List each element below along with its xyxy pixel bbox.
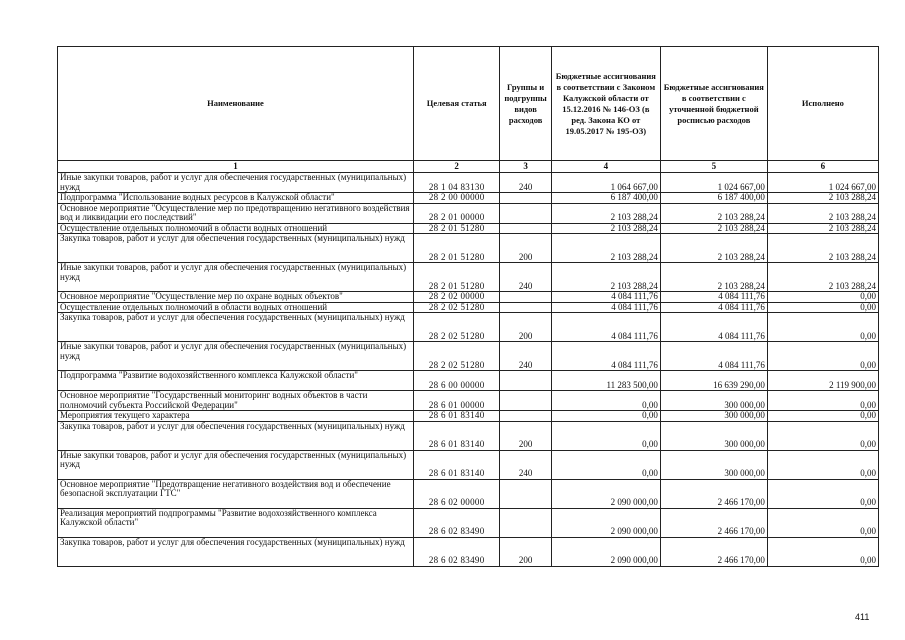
row-expense-group — [500, 203, 551, 223]
row-target-code: 28 2 01 51280 — [413, 234, 499, 263]
row-executed-amount: 0,00 — [767, 537, 878, 566]
row-expense-group — [500, 302, 551, 313]
row-law-amount: 1 064 667,00 — [551, 173, 660, 193]
row-expense-group — [500, 479, 551, 508]
header-executed: Исполнено — [767, 47, 878, 161]
row-target-code: 28 6 01 83140 — [413, 421, 499, 450]
row-refined-amount: 2 103 288,24 — [660, 234, 767, 263]
header-name: Наименование — [58, 47, 414, 161]
table-row — [58, 421, 879, 450]
row-expense-group: 240 — [500, 342, 551, 371]
row-target-code: 28 6 02 83490 — [413, 537, 499, 566]
row-refined-amount: 2 103 288,24 — [660, 223, 767, 234]
row-refined-amount: 16 639 290,00 — [660, 371, 767, 391]
row-law-amount: 2 103 288,24 — [551, 223, 660, 234]
table-row — [58, 203, 879, 223]
row-name: Закупка товаров, работ и услуг для обеспечения государственных (муниципальных) нужд — [58, 234, 414, 263]
row-target-code: 28 2 02 00000 — [413, 292, 499, 303]
row-law-amount: 2 090 000,00 — [551, 537, 660, 566]
row-executed-amount: 2 103 288,24 — [767, 223, 878, 234]
row-name: Иные закупки товаров, работ и услуг для обеспечения государственных (муниципальных) нужд — [58, 450, 414, 479]
table-row — [58, 411, 879, 422]
row-executed-amount: 0,00 — [767, 421, 878, 450]
table-row — [58, 537, 879, 566]
row-executed-amount: 0,00 — [767, 508, 878, 537]
row-expense-group: 200 — [500, 537, 551, 566]
row-refined-amount: 300 000,00 — [660, 421, 767, 450]
row-expense-group: 200 — [500, 421, 551, 450]
row-target-code: 28 6 02 00000 — [413, 479, 499, 508]
row-target-code: 28 2 01 00000 — [413, 203, 499, 223]
row-executed-amount: 1 024 667,00 — [767, 173, 878, 193]
row-name: Осуществление отдельных полномочий в области водных отношений — [58, 302, 414, 313]
row-name: Закупка товаров, работ и услуг для обеспечения государственных (муниципальных) нужд — [58, 421, 414, 450]
row-law-amount: 2 090 000,00 — [551, 479, 660, 508]
row-expense-group — [500, 292, 551, 303]
row-refined-amount: 4 084 111,76 — [660, 292, 767, 303]
header-expense-groups: Группы и подгруппы видов расходов — [500, 47, 551, 161]
row-target-code: 28 2 01 51280 — [413, 223, 499, 234]
header-law-allocations: Бюджетные ассигнования в соответствии с Законом Калужской области от 15.12.2016 № 146-ОЗ (в ред. Закона КО от 19.05.2017 № 195-ОЗ) — [551, 47, 660, 161]
row-expense-group: 200 — [500, 313, 551, 342]
row-law-amount: 11 283 500,00 — [551, 371, 660, 391]
column-number: 2 — [413, 161, 499, 173]
row-name: Закупка товаров, работ и услуг для обеспечения государственных (муниципальных) нужд — [58, 537, 414, 566]
row-executed-amount: 2 103 288,24 — [767, 203, 878, 223]
row-expense-group — [500, 223, 551, 234]
row-target-code: 28 6 01 00000 — [413, 391, 499, 411]
row-refined-amount: 2 466 170,00 — [660, 479, 767, 508]
row-executed-amount: 0,00 — [767, 391, 878, 411]
row-law-amount: 0,00 — [551, 421, 660, 450]
row-name: Основное мероприятие "Осуществление мер по охране водных объектов" — [58, 292, 414, 303]
row-target-code: 28 6 00 00000 — [413, 371, 499, 391]
row-name: Подпрограмма "Развитие водохозяйственного комплекса Калужской области" — [58, 371, 414, 391]
table-row — [58, 234, 879, 263]
row-target-code: 28 6 01 83140 — [413, 411, 499, 422]
row-target-code: 28 1 04 83130 — [413, 173, 499, 193]
table-row — [58, 342, 879, 371]
row-law-amount: 2 103 288,24 — [551, 203, 660, 223]
row-name: Мероприятия текущего характера — [58, 411, 414, 422]
row-executed-amount: 0,00 — [767, 342, 878, 371]
row-target-code: 28 2 02 51280 — [413, 302, 499, 313]
row-law-amount: 0,00 — [551, 391, 660, 411]
row-law-amount: 2 103 288,24 — [551, 234, 660, 263]
row-executed-amount: 2 103 288,24 — [767, 193, 878, 204]
row-target-code: 28 6 01 83140 — [413, 450, 499, 479]
row-expense-group — [500, 508, 551, 537]
table-row — [58, 292, 879, 303]
row-law-amount: 4 084 111,76 — [551, 302, 660, 313]
row-refined-amount: 2 466 170,00 — [660, 537, 767, 566]
row-expense-group: 200 — [500, 234, 551, 263]
row-name: Иные закупки товаров, работ и услуг для обеспечения государственных (муниципальных) нужд — [58, 173, 414, 193]
row-refined-amount: 300 000,00 — [660, 391, 767, 411]
row-name: Осуществление отдельных полномочий в области водных отношений — [58, 223, 414, 234]
row-law-amount: 0,00 — [551, 450, 660, 479]
table-row — [58, 223, 879, 234]
budget-table — [57, 46, 879, 567]
row-expense-group: 240 — [500, 173, 551, 193]
column-number: 3 — [500, 161, 551, 173]
row-law-amount: 6 187 400,00 — [551, 193, 660, 204]
row-expense-group: 240 — [500, 450, 551, 479]
row-law-amount: 4 084 111,76 — [551, 313, 660, 342]
table-row — [58, 263, 879, 292]
header-target-article: Целевая статья — [413, 47, 499, 161]
row-executed-amount: 0,00 — [767, 411, 878, 422]
row-executed-amount: 2 103 288,24 — [767, 263, 878, 292]
row-law-amount: 2 103 288,24 — [551, 263, 660, 292]
row-name: Иные закупки товаров, работ и услуг для обеспечения государственных (муниципальных) нужд — [58, 342, 414, 371]
row-refined-amount: 4 084 111,76 — [660, 342, 767, 371]
row-expense-group — [500, 193, 551, 204]
page-number: 411 — [855, 612, 870, 622]
row-target-code: 28 2 00 00000 — [413, 193, 499, 204]
row-refined-amount: 2 103 288,24 — [660, 203, 767, 223]
table-row — [58, 193, 879, 204]
row-expense-group: 240 — [500, 263, 551, 292]
row-refined-amount: 300 000,00 — [660, 411, 767, 422]
column-number-row — [58, 161, 879, 173]
row-expense-group — [500, 391, 551, 411]
table-row — [58, 479, 879, 508]
table-row — [58, 371, 879, 391]
row-refined-amount: 300 000,00 — [660, 450, 767, 479]
row-name: Иные закупки товаров, работ и услуг для обеспечения государственных (муниципальных) нужд — [58, 263, 414, 292]
row-refined-amount: 4 084 111,76 — [660, 302, 767, 313]
row-target-code: 28 6 02 83490 — [413, 508, 499, 537]
row-expense-group — [500, 371, 551, 391]
row-name: Основное мероприятие "Осуществление мер по предотвращению негативного воздействия вод и ликвидации его последствий" — [58, 203, 414, 223]
row-executed-amount: 0,00 — [767, 292, 878, 303]
table-row — [58, 302, 879, 313]
row-refined-amount: 6 187 400,00 — [660, 193, 767, 204]
row-target-code: 28 2 02 51280 — [413, 342, 499, 371]
row-name: Основное мероприятие "Государственный мониторинг водных объектов в части полномочий субъекта Российской Федерации" — [58, 391, 414, 411]
row-refined-amount: 2 466 170,00 — [660, 508, 767, 537]
table-row — [58, 450, 879, 479]
row-law-amount: 0,00 — [551, 411, 660, 422]
row-name: Реализация мероприятий подпрограммы "Развитие водохозяйственного комплекса Калужской области" — [58, 508, 414, 537]
column-number: 6 — [767, 161, 878, 173]
row-law-amount: 4 084 111,76 — [551, 292, 660, 303]
column-number: 1 — [58, 161, 414, 173]
column-number: 5 — [660, 161, 767, 173]
row-refined-amount: 1 024 667,00 — [660, 173, 767, 193]
row-executed-amount: 0,00 — [767, 302, 878, 313]
row-expense-group — [500, 411, 551, 422]
row-law-amount: 4 084 111,76 — [551, 342, 660, 371]
row-target-code: 28 2 02 51280 — [413, 313, 499, 342]
table-row — [58, 508, 879, 537]
row-executed-amount: 2 103 288,24 — [767, 234, 878, 263]
row-executed-amount: 2 119 900,00 — [767, 371, 878, 391]
row-name: Закупка товаров, работ и услуг для обеспечения государственных (муниципальных) нужд — [58, 313, 414, 342]
table-row — [58, 313, 879, 342]
column-number: 4 — [551, 161, 660, 173]
table-row — [58, 173, 879, 193]
row-target-code: 28 2 01 51280 — [413, 263, 499, 292]
row-executed-amount: 0,00 — [767, 479, 878, 508]
row-law-amount: 2 090 000,00 — [551, 508, 660, 537]
row-refined-amount: 2 103 288,24 — [660, 263, 767, 292]
row-executed-amount: 0,00 — [767, 313, 878, 342]
row-name: Основное мероприятие "Предотвращение негативного воздействия вод и обеспечение безопасной эксплуатации ГТС" — [58, 479, 414, 508]
header-refined-allocations: Бюджетные ассигнования в соответствии с уточненной бюджетной росписью расходов — [660, 47, 767, 161]
row-name: Подпрограмма "Использование водных ресурсов в Калужской области" — [58, 193, 414, 204]
row-refined-amount: 4 084 111,76 — [660, 313, 767, 342]
row-executed-amount: 0,00 — [767, 450, 878, 479]
table-row — [58, 391, 879, 411]
header-row — [58, 47, 879, 161]
table-body — [58, 173, 879, 567]
